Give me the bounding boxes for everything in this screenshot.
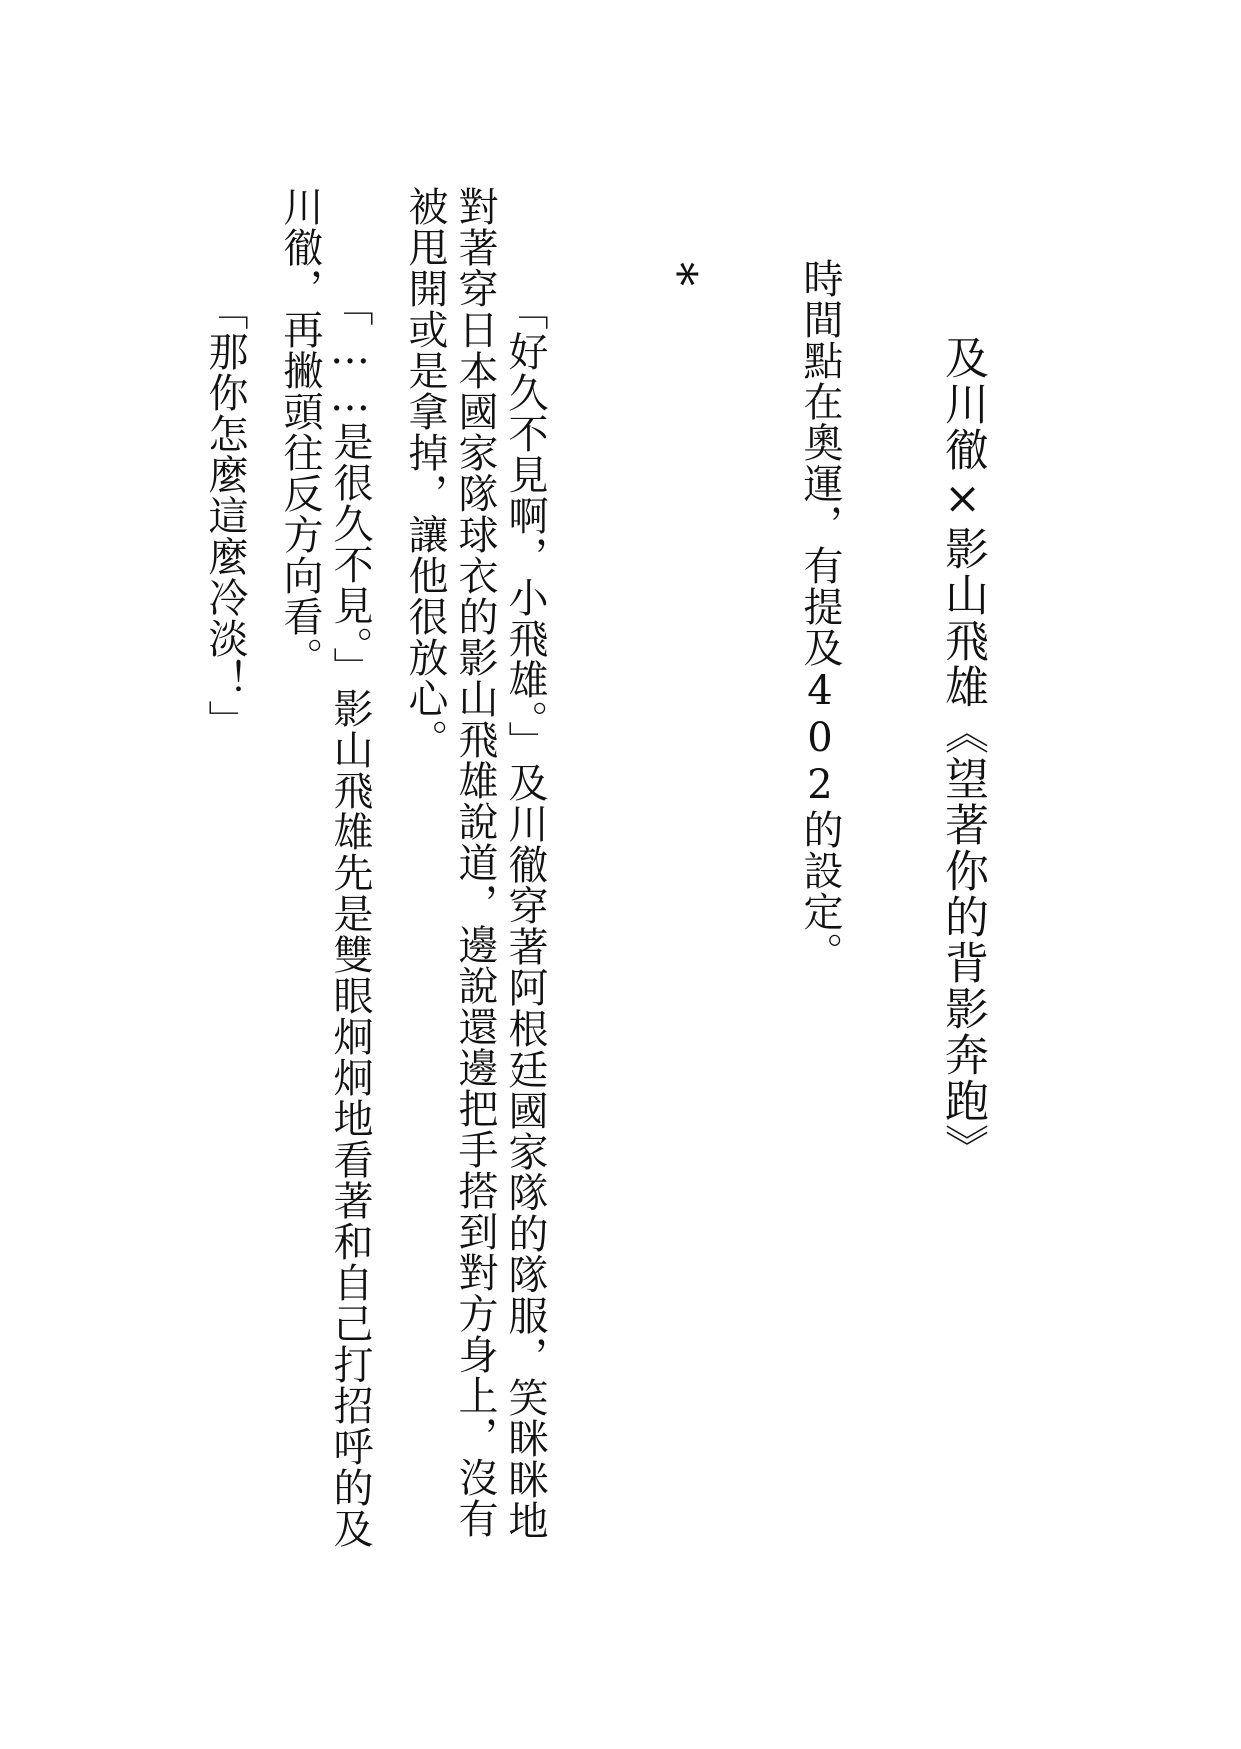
paragraph-line: 「那你怎麼這麼冷淡！」 xyxy=(202,290,248,741)
paragraph-line: 被甩開或是拿掉，讓他很放心。 xyxy=(402,186,448,760)
paragraph-line: 對著穿日本國家隊球衣的影山飛雄說道，邊說還邊把手搭到對方身上，沒有 xyxy=(452,186,498,1539)
paragraph-line: 「好久不見啊，小飛雄。」及川徹穿著阿根廷國家隊的隊服，笑眯眯地 xyxy=(502,290,548,1541)
paragraph-line: 「……是很久不見。」影山飛雄先是雙眼炯炯地看著和自己打招呼的及 xyxy=(327,286,373,1549)
section-separator: * xyxy=(651,262,707,286)
setting-note: 時間點在奧運，有提及402的設定。 xyxy=(797,258,843,973)
paragraph-line: 川徹，再撇頭往反方向看。 xyxy=(277,186,323,678)
story-title: 及川徹×影山飛雄《望著你的背影奔跑》 xyxy=(937,335,988,1170)
